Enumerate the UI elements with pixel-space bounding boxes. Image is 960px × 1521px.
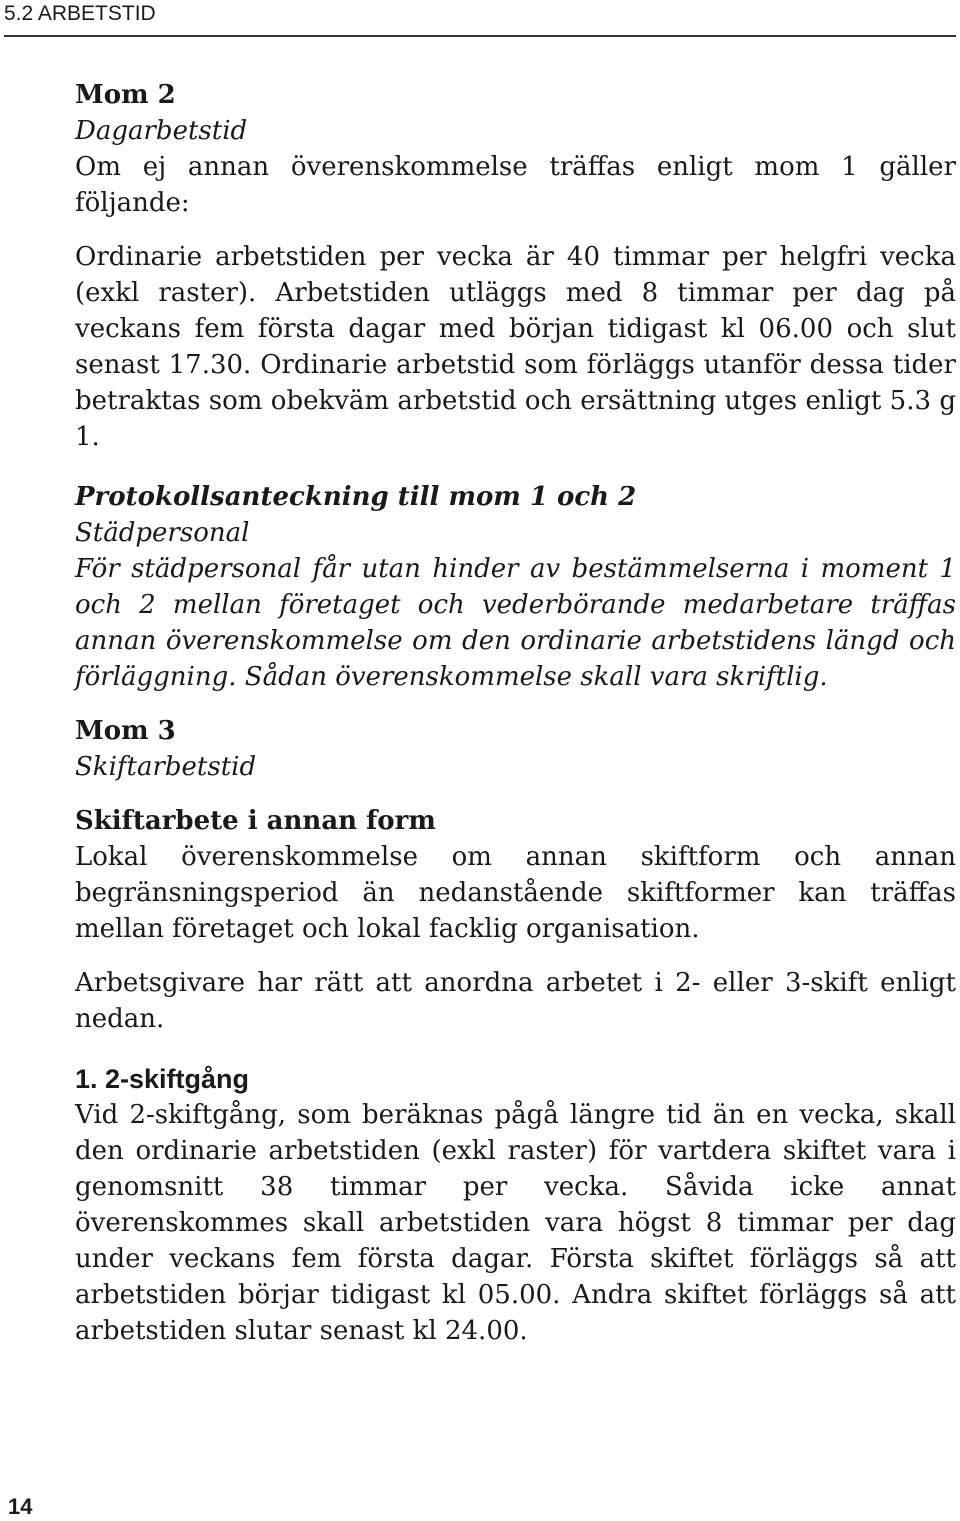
mom2-body: Ordinarie arbetstiden per vecka är 40 timmar per helgfri vecka (exkl raster). Arbetstiden utläggs med 8 timmar per dag på veckans fem första dagar med början tidigast kl 06.00 och slut senast 17.30. Ordinarie arbetstid som förläggs utanför dessa tider betraktas som obekväm arbetstid och ersättning utges enligt 5.3 g 1. xyxy=(75,242,956,452)
two-shift-heading: 1. 2-skiftgång xyxy=(75,1064,250,1094)
protocol-subheading: Städpersonal xyxy=(75,518,250,548)
other-form-heading: Skiftarbete i annan form xyxy=(75,806,436,836)
section-header: 5.2 ARBETSTID xyxy=(4,0,956,37)
mom2-subheading: Dagarbetstid xyxy=(75,116,248,146)
mom2-heading: Mom 2 xyxy=(75,80,176,110)
page-number: 14 xyxy=(8,1494,33,1519)
employer-body: Arbetsgivare har rätt att anordna arbetet i 2- eller 3-skift enligt nedan. xyxy=(75,968,956,1034)
protocol-body: För städpersonal får utan hinder av bestämmelserna i moment 1 och 2 mellan företaget och vederbörande medarbetare träffas annan överenskommelse om den ordinarie arbetstidens längd och förläggning. Sådan överenskommelse skall vara skriftlig. xyxy=(75,554,956,692)
other-form-body: Lokal överenskommelse om annan skiftform och annan begränsningsperiod än nedanstående skiftformer kan träffas mellan företaget och lokal facklig organisation. xyxy=(75,842,956,944)
two-shift-body: Vid 2-skiftgång, som beräknas pågå längre tid än en vecka, skall den ordinarie arbetstiden (exkl raster) för vartdera skiftet vara i genomsnitt 38 timmar per vecka. Såvida icke annat överenskommes skall arbetstiden vara högst 8 timmar per dag under veckans fem första dagar. Första skiftet förläggs så att arbetstiden börjar tidigast kl 05.00. Andra skiftet förläggs så att arbetstiden slutar senast kl 24.00. xyxy=(75,1100,956,1346)
protocol-heading: Protokollsanteckning till mom 1 och 2 xyxy=(75,482,637,512)
mom3-heading: Mom 3 xyxy=(75,716,176,746)
mom3-subheading: Skiftarbetstid xyxy=(75,752,257,782)
document-body xyxy=(75,77,956,1349)
mom2-intro: Om ej annan överenskommelse träffas enligt mom 1 gäller följande: xyxy=(75,152,956,218)
